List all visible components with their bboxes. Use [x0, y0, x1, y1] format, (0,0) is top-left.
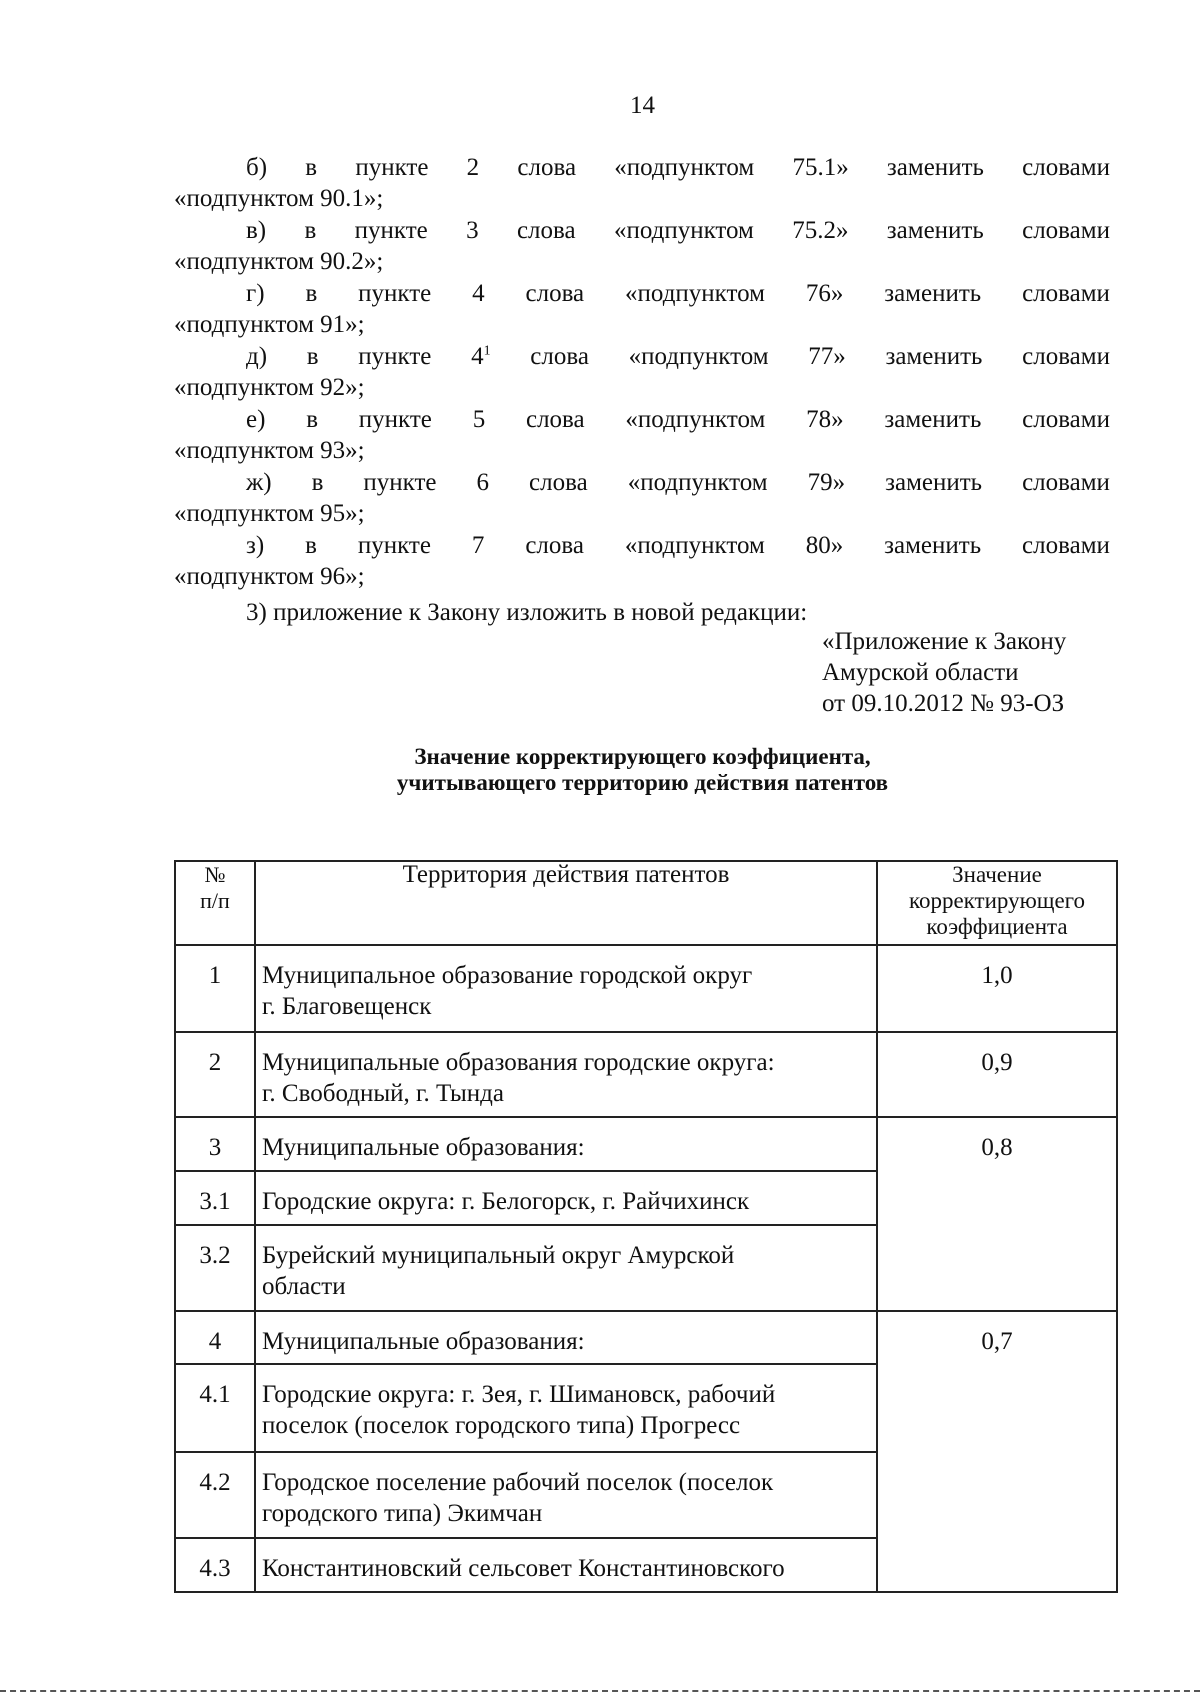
- amendment-word: словами: [1022, 280, 1110, 307]
- amendment-word: 75.2»: [792, 217, 849, 244]
- row-number: [175, 1311, 255, 1364]
- table-row: [175, 1311, 1117, 1364]
- amendment-word: д): [246, 343, 268, 370]
- superscript: 1: [483, 343, 491, 359]
- row-value-text: 0,9: [981, 1049, 1013, 1076]
- amendment-word: в: [305, 154, 318, 181]
- row-number: [175, 1538, 255, 1592]
- amendment-word: 6: [476, 469, 490, 496]
- amendment-word: слова: [530, 343, 589, 370]
- amendment-word: словами: [1022, 406, 1110, 433]
- row-territory: [255, 1538, 877, 1592]
- amendment-item: [174, 530, 1110, 593]
- row-territory-line: Городские округа: г. Зея, г. Шимановск, рабочий: [262, 1381, 776, 1408]
- amendment-word: 76»: [805, 280, 844, 307]
- amendment-item: [174, 341, 1110, 404]
- amendment-word: словами: [1022, 532, 1110, 559]
- amendment-continuation: «подпунктом 96»;: [174, 563, 365, 590]
- amendment-word: слова: [517, 154, 577, 181]
- header-value: [877, 861, 1117, 945]
- row-territory-line: Муниципальные образования:: [262, 1134, 585, 1161]
- amendment-word: в: [306, 406, 319, 433]
- row-territory-line: Бурейский муниципальный округ Амурской: [262, 1242, 735, 1269]
- amendment-word: е): [246, 406, 266, 433]
- row-territory: [255, 945, 877, 1032]
- row-territory-line: г. Свободный, г. Тында: [262, 1080, 504, 1107]
- amendment-continuation: «подпунктом 93»;: [174, 437, 365, 464]
- appendix-header: [822, 626, 1066, 719]
- amendment-word: 4: [472, 280, 485, 307]
- row-territory: [255, 1225, 877, 1311]
- amendment-continuation: «подпунктом 90.1»;: [174, 185, 384, 212]
- amendment-word: 80»: [805, 532, 844, 559]
- row-number-text: 3.1: [199, 1188, 231, 1215]
- header-value-line: коэффициента: [926, 914, 1068, 939]
- amendment-line: [174, 341, 1110, 372]
- table-row: [175, 1117, 1117, 1171]
- amendment-word: б): [246, 154, 268, 181]
- amendment-word: заменить: [886, 154, 984, 181]
- amendment-word: словами: [1022, 469, 1110, 496]
- row-number: [175, 1171, 255, 1225]
- amendment-word: пункте: [363, 469, 437, 496]
- amendment-word: словами: [1022, 217, 1110, 244]
- row-value-text: 1,0: [981, 962, 1013, 989]
- amendment-continuation: «подпунктом 90.2»;: [174, 248, 384, 275]
- amendment-word: пункте: [354, 217, 428, 244]
- row-number: [175, 1225, 255, 1311]
- amendment-word: пункте: [355, 154, 429, 181]
- amendment-word: «подпунктом: [625, 406, 766, 433]
- amendment-word: в: [305, 280, 318, 307]
- row-territory-line: г. Благовещенск: [262, 993, 432, 1020]
- amendment-line: [174, 530, 1110, 561]
- amendment-item: [174, 467, 1110, 530]
- row-territory-line: Городские округа: г. Белогорск, г. Райчихинск: [262, 1188, 750, 1215]
- amendment-word: заменить: [884, 406, 982, 433]
- amendment-word: слова: [525, 532, 584, 559]
- amendment-continuation: «подпунктом 92»;: [174, 374, 365, 401]
- amendment-word: 7: [471, 532, 485, 559]
- amendment-item: [174, 152, 1110, 215]
- amendment-word: [471, 341, 491, 372]
- amendment-line: [174, 215, 1110, 246]
- amendment-word-base: 4: [471, 343, 484, 370]
- amendment-word: 79»: [807, 469, 846, 496]
- amendment-word: в): [246, 217, 267, 244]
- amendment-word: слова: [525, 406, 585, 433]
- amendment-word: слова: [529, 469, 588, 496]
- amendment-word: «подпунктом: [614, 154, 755, 181]
- header-value-line: корректирующего: [908, 888, 1086, 913]
- amendment-word: в: [306, 343, 319, 370]
- row-number: [175, 1364, 255, 1452]
- header-value-line: Значение: [952, 862, 1042, 887]
- amendment-item: [174, 404, 1110, 467]
- row-value-text: 0,8: [981, 1134, 1013, 1161]
- document-title: [0, 744, 1200, 796]
- amendment-word: пункте: [358, 280, 432, 307]
- amendment-word: 75.1»: [792, 154, 849, 181]
- appendix-intro: 3) приложение к Закону изложить в новой редакции:: [246, 599, 808, 626]
- document-title-line: Значение корректирующего коэффициента,: [414, 744, 871, 769]
- row-value: [877, 1117, 1117, 1311]
- appendix-header-line: «Приложение к Закону: [822, 628, 1067, 655]
- row-territory-line: городского типа) Экимчан: [262, 1500, 543, 1527]
- amendment-word: пункте: [358, 343, 432, 370]
- amendment-line: [174, 152, 1110, 183]
- amendment-word: «подпунктом: [625, 280, 765, 307]
- header-number-line: №: [204, 862, 226, 887]
- amendment-word: словами: [1022, 154, 1110, 181]
- amendment-word: слова: [525, 280, 585, 307]
- amendment-item: [174, 278, 1110, 341]
- row-number: [175, 945, 255, 1032]
- amendment-continuation: «подпунктом 95»;: [174, 500, 365, 527]
- amendment-word: в: [304, 217, 317, 244]
- table-row: [175, 1032, 1117, 1117]
- scan-edge-divider: [0, 1690, 1200, 1692]
- header-number: [175, 861, 255, 945]
- document-title-line: учитывающего территорию действия патентов: [396, 770, 889, 795]
- amendment-word: заменить: [885, 469, 983, 496]
- row-territory-line: Константиновский сельсовет Константиновского: [262, 1555, 785, 1582]
- amendment-word: пункте: [358, 406, 432, 433]
- row-territory-line: Муниципальные образования:: [262, 1328, 585, 1355]
- amendment-line: [174, 278, 1110, 309]
- header-territory: Территория действия патентов: [255, 861, 877, 945]
- table-header-row: [175, 861, 1117, 945]
- row-value: [877, 1311, 1117, 1592]
- amendment-item: [174, 215, 1110, 278]
- row-number-text: 2: [208, 1049, 222, 1076]
- row-territory: [255, 1311, 877, 1364]
- row-territory: [255, 1452, 877, 1538]
- row-territory: [255, 1171, 877, 1225]
- header-number-line: п/п: [200, 888, 230, 913]
- row-number: [175, 1452, 255, 1538]
- amendment-word: «подпунктом: [624, 532, 765, 559]
- amendment-word: 2: [466, 154, 480, 181]
- amendment-word: заменить: [884, 532, 982, 559]
- amendment-word: 78»: [806, 406, 844, 433]
- amendment-word: слова: [516, 217, 576, 244]
- amendment-line: [174, 404, 1110, 435]
- row-number: [175, 1032, 255, 1117]
- row-value-text: 0,7: [981, 1328, 1013, 1355]
- amendment-word: ж): [246, 469, 272, 496]
- appendix-header-line: от 09.10.2012 № 93-ОЗ: [822, 690, 1065, 717]
- page-number: 14: [630, 92, 655, 119]
- amendment-word: 3: [466, 217, 479, 244]
- row-territory-line: области: [262, 1273, 346, 1300]
- appendix-header-line: Амурской области: [822, 659, 1019, 686]
- amendment-continuation: «подпунктом 91»;: [174, 311, 365, 338]
- amendment-word: в: [311, 469, 324, 496]
- row-territory-line: Муниципальные образования городские округа:: [262, 1049, 775, 1076]
- row-territory: [255, 1117, 877, 1171]
- row-number-text: 4.3: [199, 1555, 231, 1582]
- amendment-word: г): [246, 280, 265, 307]
- table-row: [175, 945, 1117, 1032]
- row-number-text: 3: [208, 1134, 222, 1161]
- amendment-word: «подпунктом: [613, 217, 754, 244]
- row-value: [877, 945, 1117, 1032]
- amendment-line: [174, 467, 1110, 498]
- amendment-word: з): [246, 532, 265, 559]
- amendment-word: словами: [1022, 343, 1110, 370]
- amendment-word: 77»: [808, 343, 846, 370]
- row-territory-line: Муниципальное образование городской округ: [262, 962, 753, 989]
- row-territory-line: Городское поселение рабочий поселок (поселок: [262, 1469, 774, 1496]
- amendment-word: заменить: [884, 280, 982, 307]
- row-number-text: 4.1: [199, 1381, 231, 1408]
- row-territory-line: поселок (поселок городского типа) Прогресс: [262, 1412, 741, 1439]
- row-number: [175, 1117, 255, 1171]
- row-number-text: 1: [208, 962, 222, 989]
- amendment-word: «подпунктом: [628, 343, 769, 370]
- amendment-list: [174, 152, 1110, 593]
- row-number-text: 3.2: [199, 1242, 231, 1269]
- coefficient-table: [174, 860, 1118, 1593]
- amendment-word: заменить: [886, 217, 984, 244]
- amendment-word: в: [305, 532, 317, 559]
- amendment-word: «подпунктом: [627, 469, 768, 496]
- amendment-word: заменить: [885, 343, 983, 370]
- row-value: [877, 1032, 1117, 1117]
- row-territory: [255, 1032, 877, 1117]
- row-number-text: 4.2: [199, 1469, 231, 1496]
- amendment-word: 5: [472, 406, 486, 433]
- row-territory: [255, 1364, 877, 1452]
- amendment-word: пункте: [357, 532, 431, 559]
- row-number-text: 4: [208, 1328, 222, 1355]
